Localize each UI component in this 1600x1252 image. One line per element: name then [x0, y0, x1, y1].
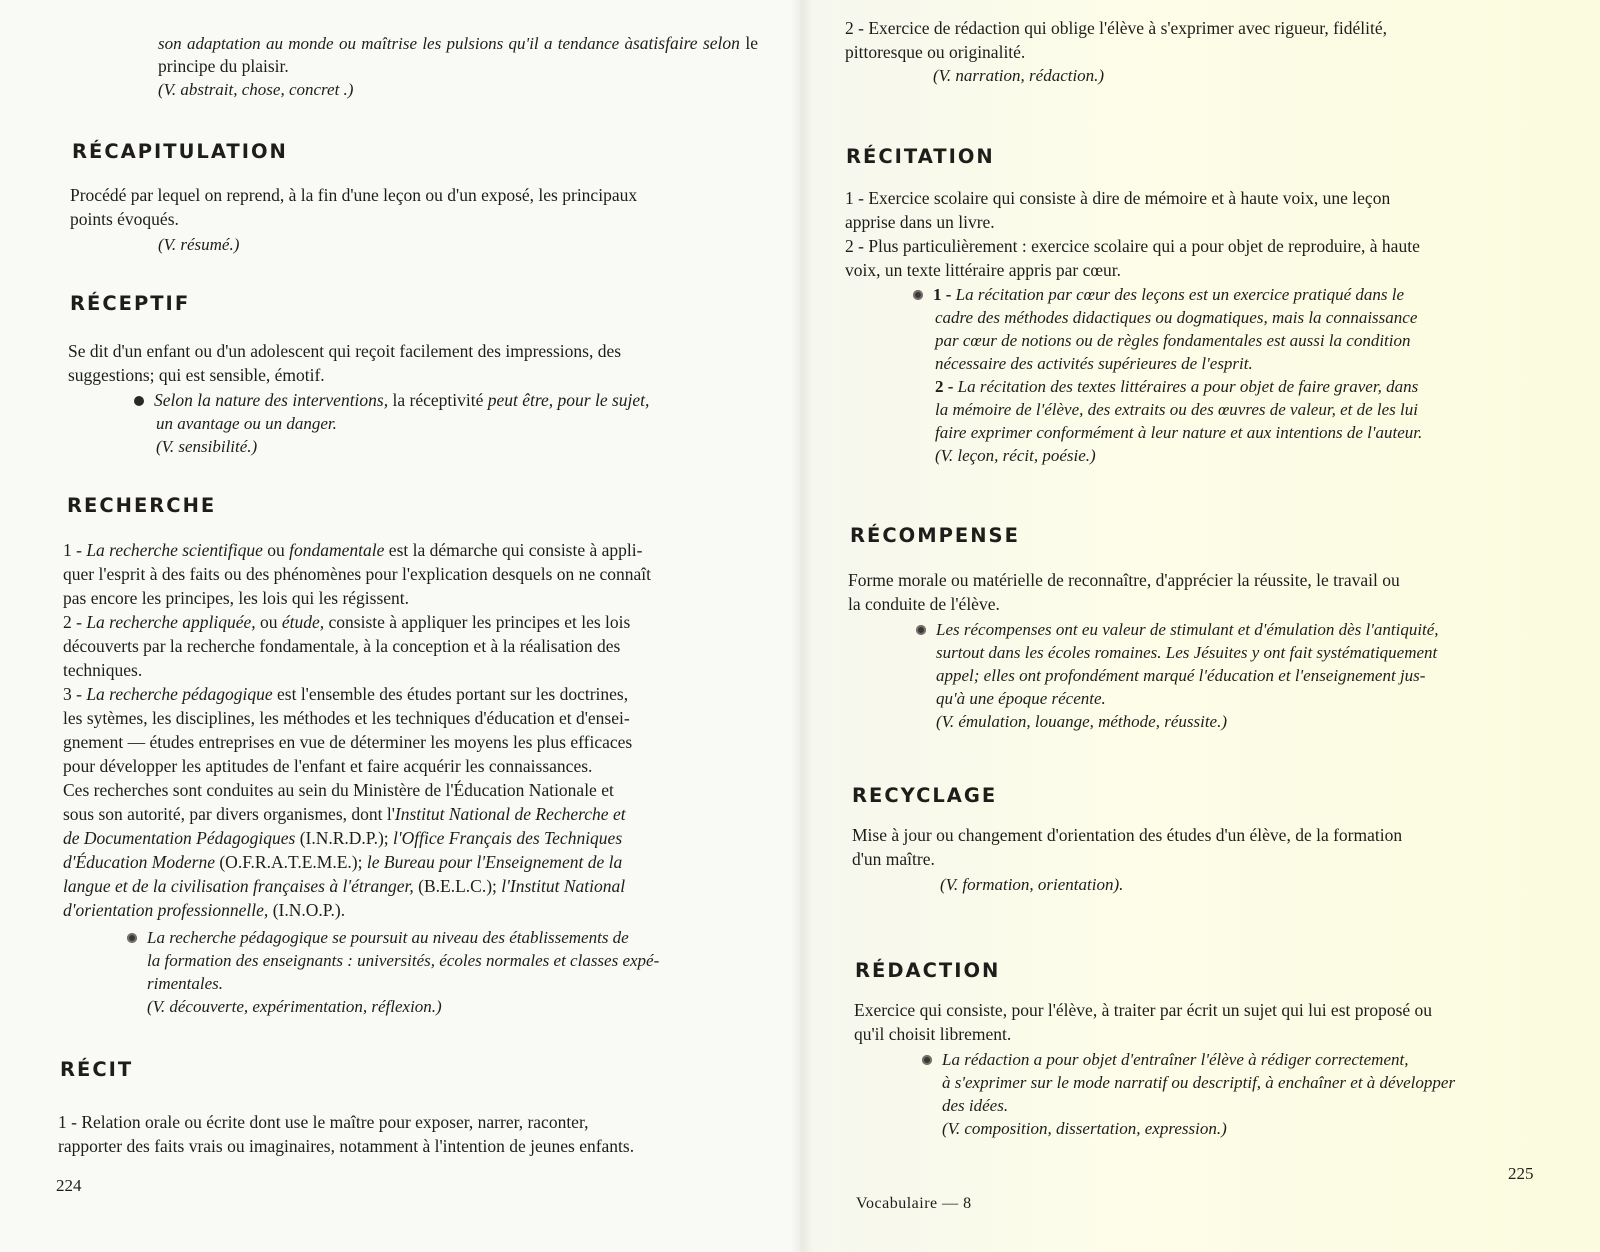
- text-line: rimentales.: [147, 974, 224, 993]
- text-line: appel; elles ont profondément marqué l'éducation et l'enseignement jus-: [936, 666, 1426, 685]
- text-line: qu'à une époque récente.: [936, 689, 1106, 708]
- text-line: la conduite de l'élève.: [848, 594, 1000, 614]
- entry-body-recit: [58, 1110, 740, 1158]
- text-line: rapporter des faits vrais ou imaginaires, notamment à l'intention de jeunes enfants.: [58, 1136, 635, 1156]
- text-italic: Institut National de Recherche et: [394, 804, 626, 824]
- note: [913, 283, 1527, 467]
- text-line: 1 - Exercice scolaire qui consiste à dire de mémoire et à haute voix, une leçon: [845, 188, 1391, 208]
- text-line: qu'il choisit librement.: [854, 1024, 1012, 1044]
- text-normal: est l'ensemble des études portant sur les doctrines,: [272, 684, 629, 704]
- right-top-continuation: [845, 16, 1525, 87]
- text-line: à s'exprimer sur le mode narratif ou descriptif, à enchaîner et à développer: [942, 1073, 1456, 1092]
- text-normal: ou: [262, 540, 290, 560]
- text-line: La recherche pédagogique se poursuit au niveau des établissements de: [147, 928, 629, 947]
- cross-reference: (V. abstrait, chose, concret .): [158, 80, 354, 99]
- text-line: la formation des enseignants : universités, écoles normales et classes expé-: [147, 951, 660, 970]
- cross-reference: (V. émulation, louange, méthode, réussite.): [936, 712, 1228, 731]
- text-line: cadre des méthodes didactiques ou dogmatiques, mais la connaissance: [935, 308, 1418, 327]
- note: [922, 1048, 1536, 1140]
- cross-reference: (V. narration, rédaction.): [933, 66, 1105, 85]
- text-italic: La recherche appliquée,: [86, 612, 256, 632]
- text-normal: (B.E.L.C.);: [413, 876, 502, 896]
- text-line: son adaptation au monde ou maîtrise les pulsions qu'il a tendance à: [158, 34, 633, 53]
- text-line: les sytèmes, les disciplines, les méthodes et les techniques d'éducation et d'ensei-: [63, 708, 630, 728]
- text-line: Exercice qui consiste, pour l'élève, à traiter par écrit un sujet qui lui est proposé ou: [854, 1000, 1433, 1020]
- page-number: 225: [1508, 1164, 1534, 1183]
- text-italic: d'Éducation Moderne: [63, 852, 215, 872]
- text-line: La récitation des textes littéraires a pour objet de faire graver, dans: [957, 377, 1419, 396]
- text-normal: (O.F.R.A.T.E.M.E.);: [214, 852, 367, 872]
- note-number: 2 -: [935, 377, 958, 396]
- text-line: la mémoire de l'élève, des extraits ou des œuvres de valeur, et de les lui: [935, 400, 1418, 419]
- entry-heading-recompense: RÉCOMPENSE: [850, 524, 1020, 547]
- text-line: La récitation par cœur des leçons est un exercice pratiqué dans le: [955, 285, 1405, 304]
- text-italic: l'Institut National: [501, 876, 626, 896]
- text-line: Forme morale ou matérielle de reconnaître, d'apprécier la réussite, le travail ou: [848, 570, 1400, 590]
- text-line: Les récompenses ont eu valeur de stimulant et d'émulation dès l'antiquité,: [936, 620, 1439, 639]
- text-line: 1 - Relation orale ou écrite dont use le maître pour exposer, narrer, raconter,: [58, 1112, 589, 1132]
- text-line: gnement — études entreprises en vue de déterminer les moyens les plus efficaces: [63, 732, 633, 752]
- entry-heading-recit: RÉCIT: [60, 1058, 134, 1081]
- text-line: La rédaction a pour objet d'entraîner l'élève à rédiger correctement,: [942, 1050, 1409, 1069]
- bullet-icon: [127, 933, 137, 943]
- text-line: quer l'esprit à des faits ou des phénomènes pour l'explication desquels on ne connaît: [63, 564, 652, 584]
- text-line: voix, un texte littéraire appris par cœur.: [845, 260, 1122, 280]
- text-normal: 2 -: [63, 612, 87, 632]
- text-normal: sous son autorité, par divers organismes, dont l': [63, 804, 395, 824]
- text-italic: La recherche scientifique: [86, 540, 263, 560]
- book-gutter: [790, 0, 814, 1252]
- text-italic: étude,: [281, 612, 325, 632]
- text-normal: 3 -: [63, 684, 87, 704]
- text-italic: satisfaire selon: [633, 33, 740, 53]
- cross-reference: (V. sensibilité.): [156, 437, 258, 456]
- bullet-icon: [134, 396, 144, 406]
- footer-signature: Vocabulaire — 8: [856, 1195, 972, 1212]
- text-normal: est la démarche qui consiste à appli-: [384, 540, 643, 560]
- entry-body-recitation: [845, 186, 1527, 467]
- text-italic: de Documentation Pédagogiques: [63, 828, 296, 848]
- text-normal: (I.N.O.P.).: [268, 900, 346, 920]
- text-normal: (I.N.R.D.P.);: [295, 828, 394, 848]
- entry-body-recherche: [63, 538, 746, 1018]
- entry-heading-receptif: RÉCEPTIF: [70, 292, 191, 315]
- text-line: pour développer les aptitudes de l'enfant et faire acquérir les connaissances.: [63, 756, 593, 776]
- entry-body-recapitulation: [70, 183, 753, 256]
- text-line: des idées.: [942, 1096, 1009, 1115]
- text-italic: d'orientation professionnelle,: [63, 900, 269, 920]
- text-line: faire exprimer conformément à leur nature et aux intentions de l'auteur.: [935, 423, 1423, 442]
- note: [916, 618, 1530, 733]
- text-line: pittoresque ou originalité.: [845, 42, 1026, 62]
- entry-body-redaction: [854, 998, 1537, 1140]
- cross-reference: (V. résumé.): [158, 235, 240, 254]
- entry-body-receptif: [68, 339, 751, 458]
- bullet-icon: [916, 625, 926, 635]
- text-line: découverts par la recherche fondamentale, à la conception et à la réalisation des: [63, 636, 621, 656]
- text-italic: l'Office Français des Techniques: [393, 828, 623, 848]
- entry-heading-recapitulation: RÉCAPITULATION: [72, 140, 288, 163]
- text-line: nécessaire des activités supérieures de l'esprit.: [935, 354, 1253, 373]
- entry-body-recyclage: [852, 823, 1534, 896]
- text-italic: La recherche pédagogique: [86, 684, 273, 704]
- text-line: un avantage ou un danger.: [156, 414, 337, 433]
- text-line: par cœur de notions ou de règles fondamentales est aussi la condition: [935, 331, 1411, 350]
- note: [134, 389, 751, 458]
- cross-reference: (V. composition, dissertation, expression.): [942, 1119, 1227, 1138]
- text-italic: le Bureau pour l'Enseignement de la: [366, 852, 623, 872]
- page-number: 224: [56, 1176, 82, 1195]
- cross-reference: (V. formation, orientation).: [940, 875, 1124, 894]
- text-line: Se dit d'un enfant ou d'un adolescent qui reçoit facilement des impressions, des: [68, 341, 622, 361]
- text-normal: 1 -: [63, 540, 87, 560]
- entry-heading-recyclage: RECYCLAGE: [852, 784, 998, 807]
- cross-reference: (V. leçon, récit, poésie.): [935, 446, 1096, 465]
- text-line: apprise dans un livre.: [845, 212, 995, 232]
- text-normal: consiste à appliquer les principes et les lois: [324, 612, 631, 632]
- note-number: 1 -: [933, 285, 956, 304]
- entry-heading-recitation: RÉCITATION: [846, 145, 995, 168]
- bullet-icon: [922, 1055, 932, 1065]
- entry-heading-recherche: RECHERCHE: [67, 494, 217, 517]
- text-line: points évoqués.: [70, 209, 179, 229]
- text-italic: fondamentale: [289, 540, 385, 560]
- cross-reference: (V. découverte, expérimentation, réflexion.): [147, 997, 442, 1016]
- text-line: 2 - Plus particulièrement : exercice scolaire qui a pour objet de reproduire, à haute: [845, 236, 1420, 256]
- text-normal: ou: [255, 612, 282, 632]
- entry-heading-redaction: RÉDACTION: [855, 959, 1001, 982]
- right-page: [800, 0, 1600, 1252]
- text-italic: Selon la nature des interventions,: [154, 390, 389, 410]
- text-line: surtout dans les écoles romaines. Les Jésuites y ont fait systématiquement: [936, 643, 1438, 662]
- text-line: Procédé par lequel on reprend, à la fin d'une leçon ou d'un exposé, les principaux: [70, 185, 638, 205]
- text-italic: langue et de la civilisation françaises à l'étranger,: [63, 876, 414, 896]
- text-line: 2 - Exercice de rédaction qui oblige l'élève à s'exprimer avec rigueur, fidélité,: [845, 18, 1388, 38]
- text-line: techniques.: [63, 660, 143, 680]
- text-line: Ces recherches sont conduites au sein du Ministère de l'Éducation Nationale et: [63, 780, 614, 800]
- note: [127, 926, 742, 1018]
- text-normal: la réceptivité: [388, 390, 488, 410]
- left-top-continuation: [158, 32, 758, 101]
- text-normal: le principe du plaisir.: [158, 33, 758, 76]
- entry-body-recompense: [848, 568, 1531, 733]
- text-line: suggestions; qui est sensible, émotif.: [68, 365, 325, 385]
- text-line: pas encore les principes, les lois qui les régissent.: [63, 588, 410, 608]
- text-italic: peut être, pour le sujet,: [487, 390, 650, 410]
- bullet-icon: [913, 290, 923, 300]
- text-line: Mise à jour ou changement d'orientation des études d'un élève, de la formation: [852, 825, 1403, 845]
- text-line: d'un maître.: [852, 849, 935, 869]
